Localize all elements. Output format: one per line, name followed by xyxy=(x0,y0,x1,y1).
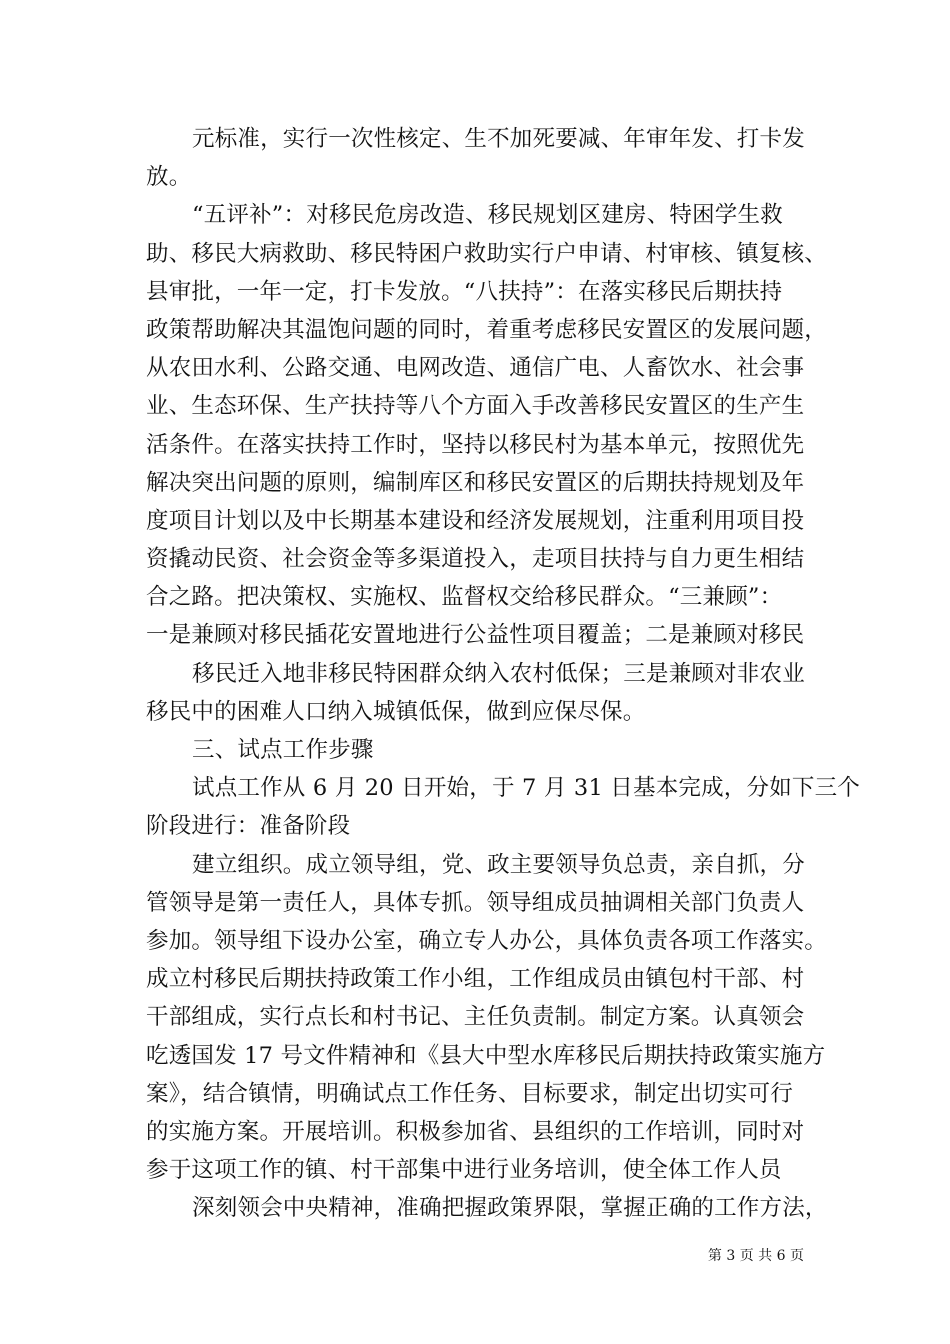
text-line: 移民中的困难人口纳入城镇低保，做到应保尽保。 xyxy=(146,698,646,725)
text-line: 一是兼顾对移民插花安置地进行公益性项目覆盖；二是兼顾对移民 xyxy=(146,622,805,649)
page-number: 第 3 页 共 6 页 xyxy=(707,1248,804,1264)
text-line: 的实施方案。开展培训。积极参加省、县组织的工作培训，同时对 xyxy=(146,1118,805,1145)
text-line: 从农田水利、公路交通、电网改造、通信广电、人畜饮水、社会事 xyxy=(146,355,805,382)
text-line: 管领导是第一责任人，具体专抓。领导组成员抽调相关部门负责人 xyxy=(146,889,805,916)
text-line: 政策帮助解决其温饱问题的同时，着重考虑移民安置区的发展问题， xyxy=(146,316,828,343)
text-line: 吃透国发 17 号文件精神和《县大中型水库移民后期扶持政策实施方 xyxy=(146,1042,826,1069)
text-line: 解决突出问题的原则，编制库区和移民安置区的后期扶持规划及年 xyxy=(146,469,805,496)
text-line: 资撬动民资、社会资金等多渠道投入，走项目扶持与自力更生相结 xyxy=(146,546,805,573)
text-line: 参加。领导组下设办公室，确立专人办公，具体负责各项工作落实。 xyxy=(146,927,828,954)
text-line: 度项目计划以及中长期基本建设和经济发展规划，注重利用项目投 xyxy=(146,507,805,534)
text-line: 活条件。在落实扶持工作时，坚持以移民村为基本单元，按照优先 xyxy=(146,431,805,458)
body-text xyxy=(146,120,861,1227)
text-line: 案》，结合镇情，明确试点工作任务、目标要求，制定出切实可行 xyxy=(146,1080,794,1107)
text-line: 试点工作从 6 月 20 日开始，于 7 月 31 日基本完成，分如下三个 xyxy=(192,775,861,802)
text-line: 合之路。把决策权、实施权、监督权交给移民群众。“三兼顾”： xyxy=(146,584,783,611)
text-line: 县审批，一年一定，打卡发放。“八扶持”：在落实移民后期扶持 xyxy=(146,278,783,305)
text-line: 业、生态环保、生产扶持等八个方面入手改善移民安置区的生产生 xyxy=(146,393,805,420)
text-line: 干部组成，实行点长和村书记、主任负责制。制定方案。认真领会 xyxy=(146,1004,805,1031)
text-line: “五评补”：对移民危房改造、移民规划区建房、特困学生救 xyxy=(192,202,783,229)
text-line: 阶段进行：准备阶段 xyxy=(146,813,351,840)
text-line: 放。 xyxy=(146,164,192,191)
text-line: 深刻领会中央精神，准确把握政策界限，掌握正确的工作方法， xyxy=(192,1195,828,1222)
text-line: 参于这项工作的镇、村干部集中进行业务培训，使全体工作人员 xyxy=(146,1157,782,1184)
text-line: 建立组织。成立领导组，党、政主要领导负总责，亲自抓，分 xyxy=(192,851,805,878)
text-line: 助、移民大病救助、移民特困户救助实行户申请、村审核、镇复核、 xyxy=(146,240,828,267)
section-heading: 三、试点工作步骤 xyxy=(192,737,374,763)
text-line: 成立村移民后期扶持政策工作小组，工作组成员由镇包村干部、村 xyxy=(146,966,805,993)
text-line: 元标准，实行一次性核定、生不加死要减、年审年发、打卡发 xyxy=(192,126,805,152)
text-line: 移民迁入地非移民特困群众纳入农村低保；三是兼顾对非农业 xyxy=(192,660,805,687)
